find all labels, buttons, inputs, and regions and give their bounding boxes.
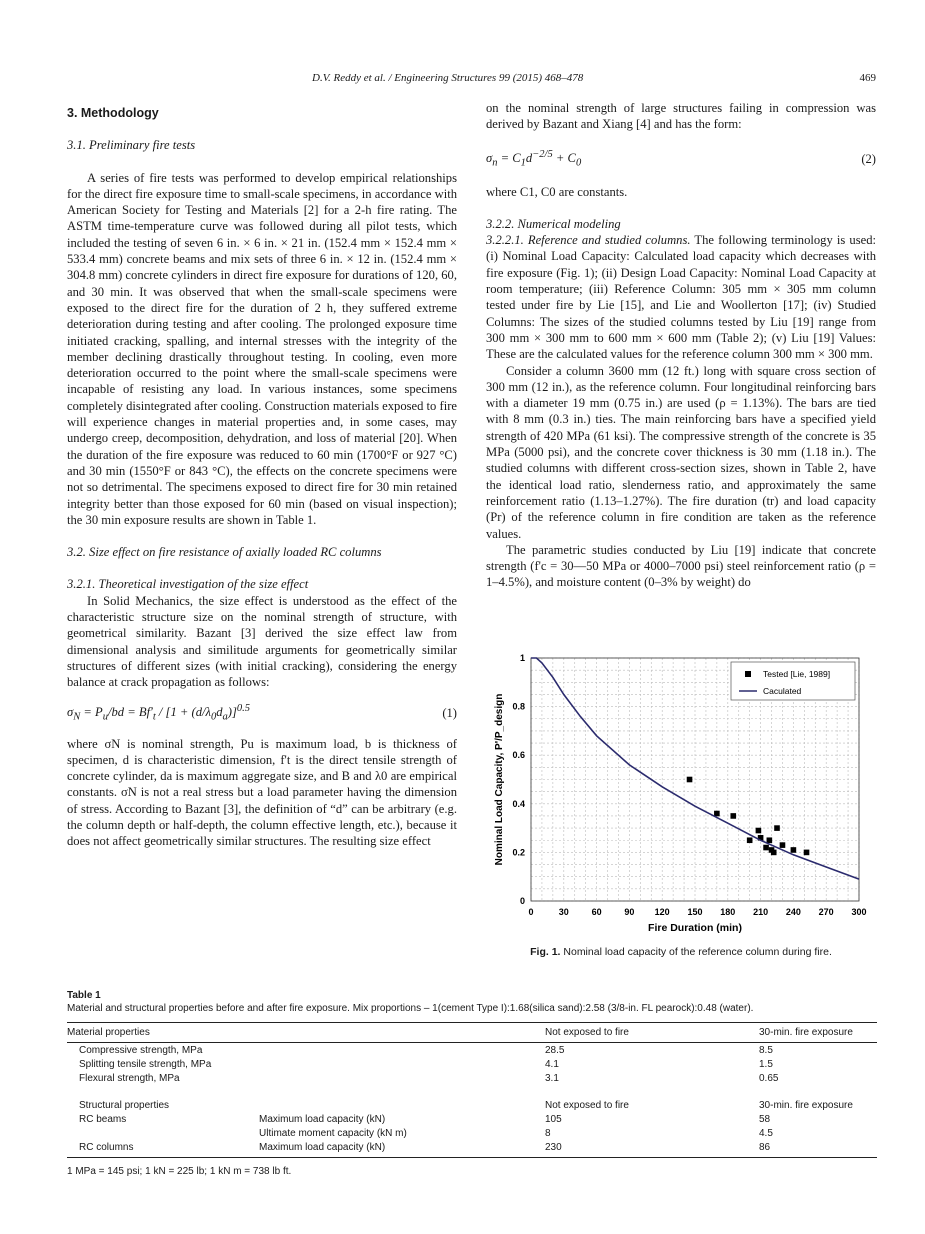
table-cell: Not exposed to fire	[545, 1099, 629, 1111]
figure-caption	[486, 946, 876, 958]
table-row	[67, 1126, 877, 1140]
table-cell: 30-min. fire exposure	[759, 1099, 853, 1111]
y-tick-label: 0.6	[512, 750, 525, 761]
paragraph: In Solid Mechanics, the size effect is understood as the effect of the characteristic structure size on the nominal strength of structure, with geometrical similarity. Bazant [3] derived the size effect law from dimensional analysis and similitude arguments for geometrically similar structures of different sizes (with initial cracking), considering the energy balance at crack propagation as follows:	[67, 593, 457, 690]
tested-point	[780, 842, 786, 848]
paragraph-heading: 3.2.2.1. Reference and studied columns.	[486, 233, 691, 248]
x-tick-label: 180	[720, 907, 736, 917]
tested-point	[804, 850, 810, 856]
table-label: Table 1	[67, 990, 101, 1001]
paragraph: The parametric studies conducted by Liu [19] indicate that concrete strength (f'c = 30—50 MPa or 4000–7000 psi) steel reinforcement ratio (ρ = 1–4.5%), and moisture content (0–3% by weight) do	[486, 542, 876, 590]
table-cell: Compressive strength, MPa	[79, 1044, 203, 1056]
tested-point	[756, 828, 762, 834]
legend-label: Caculated	[763, 686, 802, 696]
table-cell: Maximum load capacity (kN)	[259, 1113, 386, 1125]
table-cell: 105	[545, 1113, 562, 1125]
x-tick-label: 0	[528, 907, 534, 917]
paragraph: where C1, C0 are constants.	[486, 184, 628, 199]
table-header-row	[67, 1023, 877, 1043]
right-column	[486, 100, 876, 591]
page-number: 469	[859, 72, 876, 84]
table-cell	[259, 1057, 545, 1071]
left-column	[67, 100, 457, 850]
legend-square-swatch	[745, 671, 751, 677]
x-tick-label: 210	[753, 907, 769, 917]
equation-2	[486, 147, 876, 172]
equation-1	[67, 701, 457, 726]
tested-point	[771, 850, 777, 856]
y-tick-label: 1	[519, 653, 525, 663]
table-cell: Flexural strength, MPa	[79, 1072, 180, 1084]
table-row	[67, 1057, 877, 1071]
table-footnote: 1 MPa = 145 psi; 1 kN = 225 lb; 1 kN m = 738 lb ft.	[67, 1165, 292, 1177]
equation-number: (1)	[442, 705, 457, 720]
table-cell: Structural properties	[79, 1099, 170, 1111]
tested-point	[791, 847, 797, 853]
paragraph	[486, 232, 876, 362]
x-tick-label: 90	[624, 907, 635, 917]
table-cell	[259, 1098, 545, 1112]
table-cell: 4.5	[759, 1127, 773, 1139]
tested-point	[730, 813, 736, 819]
table-cell	[67, 1126, 259, 1140]
paragraph: on the nominal strength of large structures failing in compression was derived by Bazant and Xiang [4] and has the form:	[486, 101, 876, 132]
journal-citation: D.V. Reddy et al. / Engineering Structures 99 (2015) 468–478	[312, 72, 584, 84]
subsection-heading: 3.2. Size effect on fire resistance of axially loaded RC columns	[67, 545, 382, 560]
legend-label: Tested [Lie, 1989]	[763, 669, 831, 679]
figure-1	[488, 648, 878, 945]
figure-label: Fig. 1.	[530, 946, 561, 958]
table-row	[67, 1071, 877, 1085]
table-row	[67, 1098, 877, 1112]
table-cell: 1.5	[759, 1058, 773, 1070]
table-cell: Ultimate moment capacity (kN m)	[259, 1127, 407, 1139]
x-tick-label: 300	[851, 907, 867, 917]
y-tick-label: 0.2	[512, 847, 525, 858]
tested-point	[687, 777, 693, 783]
x-tick-label: 240	[785, 907, 801, 917]
figure-caption-text: Nominal load capacity of the reference column during fire.	[563, 946, 832, 958]
table-cell: RC columns	[67, 1140, 259, 1157]
table-cell: 0.65	[759, 1072, 779, 1084]
equation-body: $\sigma_N = P_u/bd = Bf'_t / [1 + (d/\lambda_0d_a)]^{0.5}$	[67, 702, 251, 723]
section-heading: 3. Methodology	[67, 106, 159, 120]
subsubsection-heading: 3.2.1. Theoretical investigation of the size effect	[67, 577, 309, 592]
table-cell: 8.5	[759, 1044, 773, 1056]
tested-point	[714, 811, 720, 817]
equation-number: (2)	[861, 151, 876, 166]
table-cell: 28.5	[545, 1044, 565, 1056]
paragraph: where σN is nominal strength, Pu is maximum load, b is thickness of specimen, d is characteristic dimension, f't is the direct tensile strength of concrete cylinder, da is maximum aggregate size, and B and λ0 are empirical constants. σN is not a real stress but a load parameter having the dimension of stress. According to Bazant [3], the definition of “d” can be arbitrary (e.g. the column depth or half-depth, the column effective length, etc.), because it does not affect geometrically similar structures. The resulting size effect	[67, 736, 457, 849]
paragraph-text: The following terminology is used: (i) Nominal Load Capacity: Calculated load capacity which decreases with fire exposure (Fig. 1); (ii) Design Load Capacity: Nominal Load Capacity at room temperature; (iii) Reference Column: 305 mm × 305 mm column tested under fire by Lie [15], and Lie and Woollerton [17]; (iv) Studied Columns: The sizes of the studied columns tested by Liu [19] range from 300 mm × 300 mm to 600 mm × 600 mm (Table 2); (v) Liu [19] Values: These are the calculated values for the reference column 300 mm × 300 mm.	[486, 233, 876, 362]
x-tick-label: 150	[687, 907, 703, 917]
tested-point	[767, 837, 773, 843]
tested-point	[763, 845, 769, 851]
table-row	[67, 1112, 877, 1126]
table-cell: Not exposed to fire	[545, 1023, 759, 1043]
x-tick-label: 30	[558, 907, 569, 917]
table-cell: Splitting tensile strength, MPa	[79, 1058, 212, 1070]
table-cell: RC beams	[79, 1113, 127, 1125]
y-axis-label: Nominal Load Capacity, P'/P_design	[494, 693, 505, 866]
y-tick-label: 0.8	[512, 701, 525, 712]
tested-point	[747, 837, 753, 843]
table-caption: Material and structural properties before and after fire exposure. Mix proportions – 1(cement Type I):1.68(silica sand):2.58 (3/8-in. FL pearock):0.48 (water).	[67, 1003, 754, 1014]
paragraph: A series of fire tests was performed to develop empirical relationships for the direct fire exposure time to small-scale specimens, in accordance with American Society for Testing and Materials [2] for a 2-h fire rating. The ASTM time-temperature curve was followed during all pilot tests, which included the testing of seven 6 in. × 6 in. × 21 in. (152.4 mm × 152.4 mm × 533.4 mm) concrete beams and mix sets of three 6 in. × 12 in. (152.4 mm × 304.8 mm) concrete cylinders in direct fire exposure for durations of 120, 60, and 30 min. It was observed that when the small-scale specimens were exposed to the direct fire for the duration of 2 h, they suffered extreme deterioration during testing and after cooling. The prolonged exposure time initiated cracking, spalling, and internal stresses with the integrity of the member declining drastically throughout testing. In cooling, even more deterioration occurred to the point where the small-scale specimens were incapable of resisting any load. In various instances, some specimens completely disintegrated after cooling. Construction materials exposed to fire will experience changes in material properties and, in some cases, may undergo creep, decomposition, dehydration, and loss of material [20]. When the duration of the fire exposure was reduced to 60 min (1700°F or 927 °C) and 30 min (1550°F or 843 °C), the effects on the concrete specimens were not so detrimental. The specimens exposed to direct fire for 30 min retained integrity better than those exposed for 60 min (based on visual inspection); the 30 min exposure results are shown in Table 1.	[67, 170, 457, 527]
table-cell: 8	[545, 1127, 551, 1139]
paragraph: Consider a column 3600 mm (12 ft.) long with square cross section of 300 mm (12 in.), as the reference column. Four longitudinal reinforcing bars with a diameter 19 mm (0.75 in.) are used (ρ = 1.13%). The bars are tied with 8 mm (0.3 in.) ties. The main reinforcing bars have a specified yield strength of 420 MPa (61 ksi). The compressive strength of the concrete is 35 MPa (5000 psi), and the concrete cover thickness is 30 mm (1.18 in.). The studied columns with different cross-section sizes, shown in Table 2, have the identical load ratio, slenderness ratio, and approximately the same reinforcement ratio (1.13–1.27%). The fire duration (tr) and load capacity (Pr) of the reference column in fire condition are taken as the reference values.	[486, 363, 876, 541]
table-cell: 3.1	[545, 1072, 559, 1084]
x-tick-label: 270	[818, 907, 834, 917]
equation-body: $\sigma_n = C_1d^{-2/5} + C_0$	[486, 148, 582, 169]
table-cell: 30-min. fire exposure	[759, 1023, 877, 1043]
table-cell	[259, 1071, 545, 1085]
load-capacity-chart	[488, 648, 878, 940]
x-tick-label: 60	[591, 907, 602, 917]
table-cell	[259, 1043, 545, 1058]
subsection-heading: 3.1. Preliminary fire tests	[67, 138, 196, 153]
table-row	[67, 1043, 877, 1058]
y-tick-label: 0	[519, 896, 525, 906]
x-axis-label: Fire Duration (min)	[648, 922, 742, 934]
table-cell	[259, 1023, 545, 1043]
y-tick-label: 0.4	[512, 798, 525, 809]
properties-table	[67, 1022, 877, 1158]
table-cell: 230	[545, 1140, 759, 1157]
table-cell: 4.1	[545, 1058, 559, 1070]
table-1	[67, 990, 877, 1177]
x-tick-label: 120	[654, 907, 670, 917]
tested-point	[774, 825, 780, 831]
table-cell: 86	[759, 1140, 877, 1157]
table-spacer	[67, 1085, 877, 1098]
table-cell: 58	[759, 1113, 771, 1125]
table-cell: Material properties	[67, 1023, 259, 1043]
subsection-heading: 3.2.2. Numerical modeling	[486, 216, 621, 231]
table-row	[67, 1140, 877, 1157]
table-cell: Maximum load capacity (kN)	[259, 1140, 545, 1157]
